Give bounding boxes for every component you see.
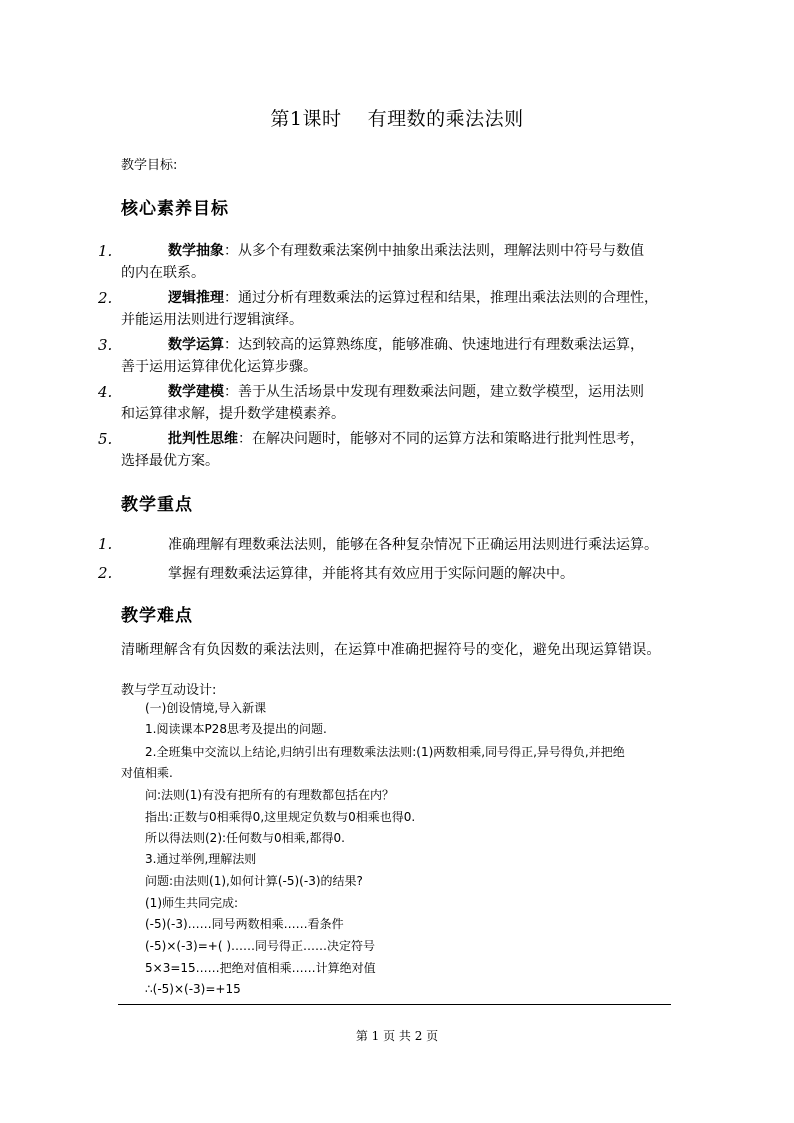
teaching-difficulty-heading: 教学难点 — [121, 606, 193, 626]
item-number: 3. — [98, 336, 113, 354]
core-literacy-heading: 核心素养目标 — [121, 199, 229, 219]
design-line: (-5)×(-3)=+( )……同号得正……决定符号 — [145, 939, 375, 953]
focus-text: 准确理解有理数乘法法则，能够在各种复杂情况下正确运用法则进行乘法运算。 — [168, 537, 658, 553]
teaching-focus-heading: 教学重点 — [121, 495, 193, 515]
design-line: ∴(-5)×(-3)=+15 — [145, 982, 241, 996]
design-line: 问题:由法则(1),如何计算(-5)(-3)的结果? — [145, 874, 363, 888]
teaching-goals-label: 教学目标: — [121, 158, 178, 173]
item-number: 2. — [98, 564, 113, 582]
design-line: 2.全班集中交流以上结论,归纳引出有理数乘法法则:(1)两数相乘,同号得正,异号得负,并把绝 — [145, 745, 625, 759]
goal-text: 通过分析有理数乘法的运算过程和结果，推理出乘法法则的合理性， — [238, 290, 658, 306]
item-number: 5. — [98, 430, 113, 448]
focus-text: 掌握有理数乘法运算律，并能将其有效应用于实际问题的解决中。 — [168, 566, 574, 582]
goal-separator: ： — [238, 431, 252, 447]
footer-divider — [118, 1004, 671, 1005]
goal-text-continued: 和运算律求解，提升数学建模素养。 — [121, 406, 345, 422]
focus-item — [98, 534, 658, 554]
goal-text: 达到较高的运算熟练度，能够准确、快速地进行有理数乘法运算， — [238, 337, 644, 353]
design-line: 3.通过举例,理解法则 — [145, 852, 257, 866]
item-number: 4. — [98, 383, 113, 401]
goal-text-continued: 善于运用运算律优化运算步骤。 — [121, 359, 317, 375]
page-title: 第1课时 有理数的乘法法则 — [270, 108, 524, 130]
item-number: 1. — [98, 535, 113, 553]
item-number: 1. — [98, 242, 113, 260]
goal-separator: ： — [224, 290, 238, 306]
design-line: (一)创设情境,导入新课 — [145, 701, 267, 715]
page-footer: 第 1 页 共 2 页 — [355, 1029, 439, 1043]
goal-term: 逻辑推理 — [168, 290, 224, 306]
design-line: (1)师生共同完成: — [145, 896, 239, 910]
design-line: (-5)(-3)……同号两数相乘……看条件 — [145, 917, 344, 931]
design-line: 1.阅读课本P28思考及提出的问题. — [145, 722, 327, 736]
focus-item — [98, 563, 574, 583]
goal-term: 批判性思维 — [168, 431, 238, 447]
goal-separator: ： — [224, 384, 238, 400]
goal-text: 在解决问题时，能够对不同的运算方法和策略进行批判性思考， — [252, 431, 644, 447]
design-line: 5×3=15……把绝对值相乘……计算绝对值 — [145, 961, 376, 975]
goal-term: 数学抽象 — [168, 243, 224, 259]
goal-term: 数学建模 — [168, 384, 224, 400]
goal-text: 从多个有理数乘法案例中抽象出乘法法则，理解法则中符号与数值 — [238, 243, 644, 259]
design-line: 问:法则(1)有没有把所有的有理数都包括在内？ — [145, 788, 395, 802]
goal-term: 数学运算 — [168, 337, 224, 353]
design-line: 所以得法则(2):任何数与0相乘,都得0. — [145, 831, 345, 845]
goal-text-continued: 的内在联系。 — [121, 265, 205, 281]
interaction-design-label: 教与学互动设计: — [121, 683, 217, 698]
design-line: 指出:正数与0相乘得0,这里规定负数与0相乘也得0. — [145, 810, 416, 824]
goal-text-continued: 选择最优方案。 — [121, 453, 219, 469]
difficulty-text: 清晰理解含有负因数的乘法法则，在运算中准确把握符号的变化，避免出现运算错误。 — [121, 642, 661, 658]
goal-separator: ： — [224, 337, 238, 353]
goal-text-continued: 并能运用法则进行逻辑演绎。 — [121, 312, 303, 328]
goal-text: 善于从生活场景中发现有理数乘法问题，建立数学模型，运用法则 — [238, 384, 644, 400]
design-line: 对值相乘. — [121, 766, 173, 780]
goal-separator: ： — [224, 243, 238, 259]
item-number: 2. — [98, 289, 113, 307]
